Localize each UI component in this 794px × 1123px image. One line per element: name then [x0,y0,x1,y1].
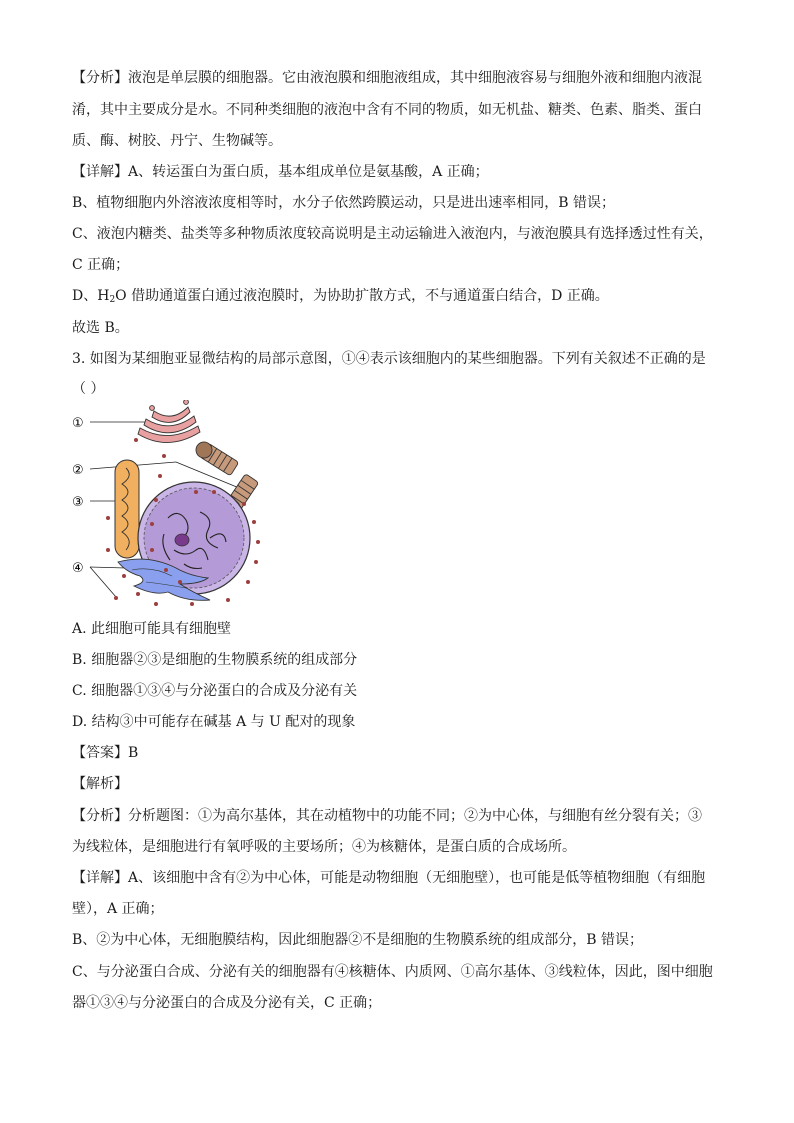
detail-line-c: C、液泡内糖类、盐类等多种物质浓度较高说明是主动运输进入液泡内，与液泡膜具有选择透过性有关， [72,226,713,242]
analysis-line-1: 【分析】液泡是单层膜的细胞器。它由液泡膜和细胞液组成，其中细胞液容易与细胞外液和细胞内液混 [72,70,702,86]
option-d: D. 结构③中可能存在碱基 A 与 U 配对的现象 [72,714,356,730]
golgi-apparatus [138,400,200,443]
mitochondrion [115,460,139,558]
answer-analysis-2: 为线粒体，是细胞进行有氧呼吸的主要场所；④为核糖体，是蛋白质的合成场所。 [72,839,576,855]
answer-detail-b: B、②为中心体，无细胞膜结构，因此细胞器②不是细胞的生物膜系统的组成部分，B 错误； [72,932,644,948]
answer-analysis-1: 【分析】分析题图：①为高尔基体，其在动植物中的功能不同；②为中心体，与细胞有丝分裂有关；③ [72,808,702,824]
conclusion-line: 故选 B。 [72,320,129,336]
label-2: ② [72,463,84,478]
detail-line-d [72,286,732,310]
detail-line-d-post: O 借助通道蛋白通过液泡膜时，为协助扩散方式，不与通道蛋白结合，D 正确。 [115,288,609,304]
analysis-line-2: 淆，其中主要成分是水。不同种类细胞的液泡中含有不同的物质，如无机盐、糖类、色素、脂类、蛋白 [72,102,702,118]
label-1: ① [72,416,84,431]
cell-diagram [68,400,278,615]
answer-detail-c-cont: 器①③④与分泌蛋白的合成及分泌有关，C 正确； [72,995,382,1011]
detail-line-a: 【详解】A、转运蛋白为蛋白质，基本组成单位是氨基酸，A 正确； [72,164,489,180]
detail-line-d-sub: 2 [109,295,116,305]
option-a: A. 此细胞可能具有细胞壁 [72,621,232,637]
answer-detail-a-cont: 壁），A 正确； [72,901,164,917]
question-stem: 3. 如图为某细胞亚显微结构的局部示意图，①④表示该细胞内的某些细胞器。下列有关叙述不正确的是 [72,351,706,367]
label-4: ④ [72,561,84,576]
answer-detail-a: 【详解】A、该细胞中含有②为中心体，可能是动物细胞（无细胞壁），也可能是低等植物细胞（有细胞 [72,870,706,886]
option-c: C. 细胞器①③④与分泌蛋白的合成及分泌有关 [72,683,358,699]
detail-line-d-pre: D、H [72,288,110,304]
jiexi-label: 【解析】 [72,776,128,792]
option-b: B. 细胞器②③是细胞的生物膜系统的组成部分 [72,652,358,668]
detail-line-c-cont: C 正确； [72,257,130,273]
analysis-line-3: 质、酶、树胶、丹宁、生物碱等。 [72,133,282,149]
label-3: ③ [72,495,84,510]
answer-label: 【答案】B [72,745,139,761]
answer-detail-c: C、与分泌蛋白合成、分泌有关的细胞器有④核糖体、内质网、①高尔基体、③线粒体，因此，图中细胞 [72,964,713,980]
detail-line-b: B、植物细胞内外溶液浓度相等时，水分子依然跨膜运动，只是进出速率相同，B 错误； [72,195,616,211]
question-bracket: （ ） [72,381,105,397]
